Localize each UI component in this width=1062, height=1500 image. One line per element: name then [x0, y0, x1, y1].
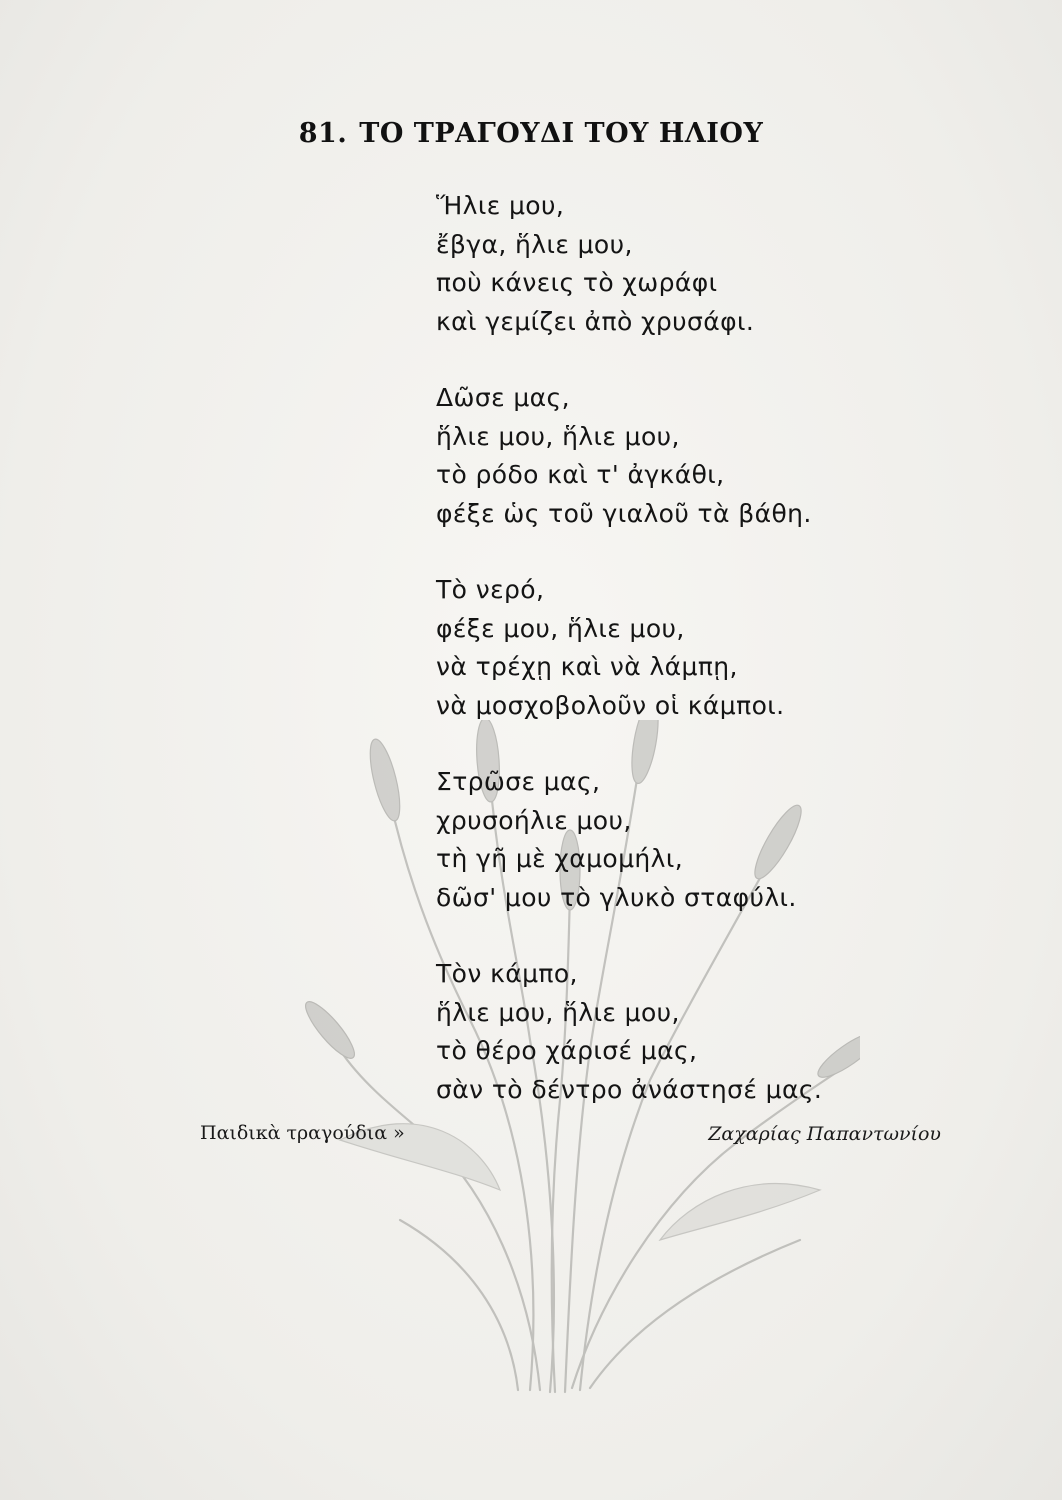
poem-source: Παιδικὰ τραγούδια » — [200, 1122, 405, 1144]
verse-line: τὸ θέρο χάρισέ μας, — [436, 1036, 698, 1065]
poem-author: Ζαχαρίας Παπαντωνίου — [708, 1123, 941, 1145]
poem-title — [0, 118, 1062, 149]
poem-body — [436, 187, 936, 1109]
verse-line: νὰ τρέχῃ καὶ νὰ λάμπῃ, — [436, 652, 738, 681]
stanza — [436, 571, 936, 725]
verse-line: ποὺ κάνεις τὸ χωράφι — [436, 268, 718, 297]
verse-line: τὸ ρόδο καὶ τ' ἀγκάθι, — [436, 460, 725, 489]
verse-line: Δῶσε μας, — [436, 383, 570, 412]
stanza — [436, 955, 936, 1109]
verse-line: φέξε μου, ἥλιε μου, — [436, 613, 685, 643]
poem-number: 81. — [298, 118, 348, 149]
verse-line: νὰ μοσχοβολοῦν οἱ κάμποι. — [436, 690, 785, 720]
stanza — [436, 187, 936, 341]
verse-line: Στρῶσε μας, — [436, 767, 601, 796]
poem-title-text: ΤΟ ΤΡΑΓΟΥΔΙ ΤΟΥ ΗΛΙΟΥ — [359, 118, 764, 149]
verse-line: τὴ γῆ μὲ χαμομήλι, — [436, 844, 684, 873]
verse-line: Ἥλιε μου, — [436, 191, 565, 220]
verse-line: χρυσοήλιε μου, — [436, 805, 632, 835]
verse-line: φέξε ὡς τοῦ γιαλοῦ τὰ βάθη. — [436, 498, 812, 528]
verse-line: ἥλιε μου, ἥλιε μου, — [436, 421, 680, 451]
stanza — [436, 763, 936, 917]
verse-line: ἔβγα, ἥλιε μου, — [436, 229, 633, 259]
verse-line: Τὸν κάμπο, — [436, 959, 578, 988]
verse-line: Τὸ νερό, — [436, 575, 545, 604]
verse-line: δῶσ' μου τὸ γλυκὸ σταφύλι. — [436, 882, 797, 912]
verse-line: σὰν τὸ δέντρο ἀνάστησέ μας. — [436, 1074, 823, 1104]
verse-line: ἥλιε μου, ἥλιε μου, — [436, 997, 680, 1027]
verse-line: καὶ γεμίζει ἀπὸ χρυσάφι. — [436, 306, 755, 336]
stanza — [436, 379, 936, 533]
